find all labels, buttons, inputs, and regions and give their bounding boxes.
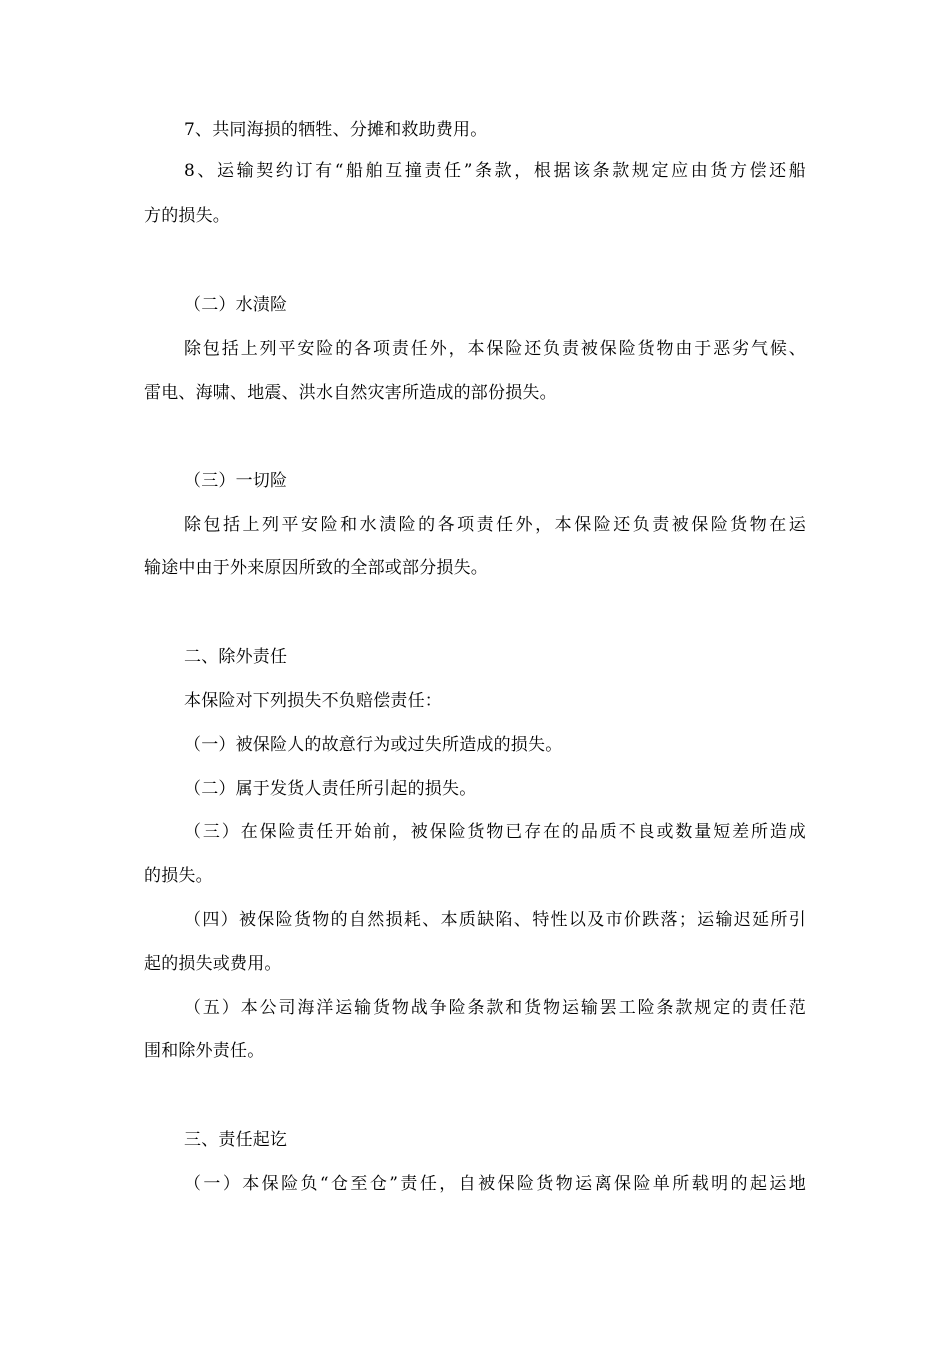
text-line: 本保险对下列损失不负赔偿责任： (184, 691, 442, 711)
text-line: （一）被保险人的故意行为或过失所造成的损失。 (184, 735, 563, 755)
text-line: （二）属于发货人责任所引起的损失。 (184, 779, 477, 799)
section-heading: （三）一切险 (184, 471, 288, 491)
text-line: 7、共同海损的牺牲、分摊和救助费用。 (184, 120, 488, 140)
text-line: 起的损失或费用。 (144, 954, 282, 974)
text-line: （四）被保险货物的自然损耗、本质缺陷、特性以及市价跌落；运输迟延所引 (184, 910, 806, 930)
text-line: （三）在保险责任开始前，被保险货物已存在的品质不良或数量短差所造成 (184, 822, 806, 842)
section-heading: （二）水渍险 (184, 295, 288, 315)
text-line: （一）本保险负“仓至仓”责任，自被保险货物运离保险单所载明的起运地 (184, 1174, 806, 1194)
section-heading: 三、责任起讫 (184, 1130, 288, 1150)
text-line: （五）本公司海洋运输货物战争险条款和货物运输罢工险条款规定的责任范 (184, 998, 806, 1018)
text-line: 的损失。 (144, 866, 213, 886)
text-line: 围和除外责任。 (144, 1041, 265, 1061)
text-line: 方的损失。 (144, 206, 230, 226)
text-line: 8、运输契约订有“船舶互撞责任”条款，根据该条款规定应由货方偿还船 (184, 161, 806, 181)
section-heading: 二、除外责任 (184, 647, 288, 667)
text-line: 除包括上列平安险的各项责任外，本保险还负责被保险货物由于恶劣气候、 (184, 339, 806, 359)
text-line: 输途中由于外来原因所致的全部或部分损失。 (144, 558, 488, 578)
text-line: 除包括上列平安险和水渍险的各项责任外，本保险还负责被保险货物在运 (184, 515, 806, 535)
text-line: 雷电、海啸、地震、洪水自然灾害所造成的部份损失。 (144, 383, 557, 403)
